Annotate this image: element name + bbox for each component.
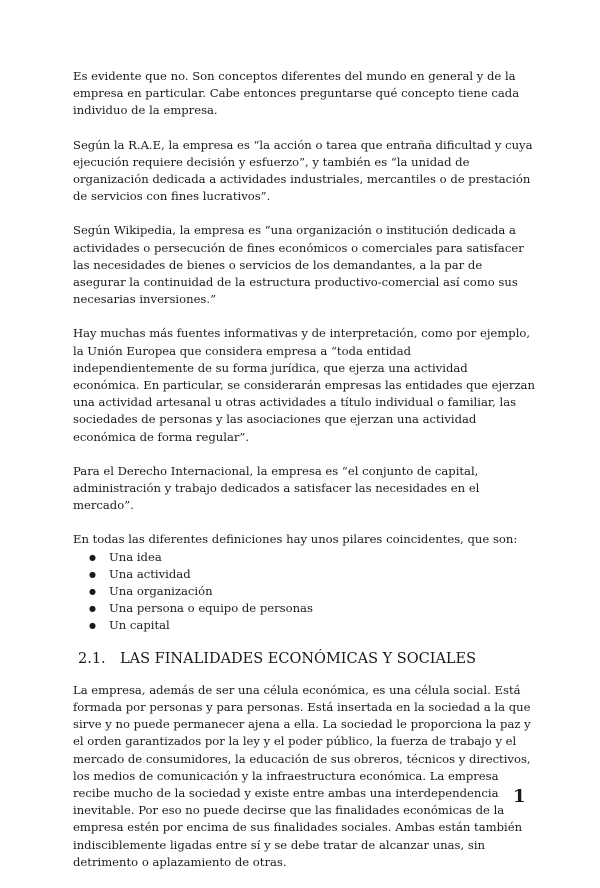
section-title: LAS FINALIDADES ECONÓMICAS Y SOCIALES: [120, 650, 477, 667]
document-page: [73, 68, 535, 888]
section-heading: [73, 649, 535, 669]
list-item: ● Una idea: [73, 549, 535, 566]
paragraph-section-body: La empresa, además de ser una célula económica, es una célula social. Está formada por personas y para personas. Está insertada en la sociedad a la que sirve y no puede permanecer ajena a ella. La sociedad le proporciona la paz y el orden garantizados por la ley y el poder público, la fuerza de trabajo y el mercado de consumidores, la educación de sus obreros, técnicos y directivos, los medios de comunicación y la infraestructura económica. La empresa recibe mucho de la sociedad y existe entre ambas una interdependencia inevitable. Por eso no puede decirse que las finalidades económicas de la empresa estén por encima de sus finalidades sociales. Ambas están también indisciblemente ligadas entre sí y se debe tratar de alcanzar unas, sin detrimento o aplazamiento de otras.: [73, 682, 531, 869]
page-number: 1: [513, 786, 526, 807]
paragraph-rae-definition: Según la R.A.E, la empresa es “la acción o tarea que entraña dificultad y cuya ejecución requiere decisión y esfuerzo”, y también es “la unidad de organización dedicada a actividades industriales, mercantiles o de prestación de servicios con fines lucrativos”.: [73, 137, 533, 204]
list-item: ● Una organización: [73, 583, 535, 600]
pillars-list: [73, 549, 535, 635]
paragraph-international-law-definition: Para el Derecho Internacional, la empresa es “el conjunto de capital, administración y trabajo dedicados a satisfacer las necesidades en el mercado”.: [73, 463, 480, 513]
section-number: 2.1.: [78, 650, 106, 667]
list-item: ● Una persona o equipo de personas: [73, 600, 535, 617]
paragraph-eu-definition: Hay muchas más fuentes informativas y de interpretación, como por ejemplo, la Unión Europea que considera empresa a “toda entidad independientemente de su forma jurídica, que ejerza una actividad económica. En particular, se considerarán empresas las entidades que ejerzan una actividad artesanal u otras actividades a título individual o familiar, las sociedades de personas y las asociaciones que ejerzan una actividad económica de forma regular”.: [73, 326, 535, 444]
list-item: ● Un capital: [73, 617, 535, 634]
pillars-intro: En todas las diferentes definiciones hay unos pilares coincidentes, que son:: [73, 532, 518, 547]
paragraph-wikipedia-definition: Según Wikipedia, la empresa es “una organización o institución dedicada a actividades o persecución de fines económicos o comerciales para satisfacer las necesidades de bienes o servicios de los demandantes, a la par de asegurar la continuidad de la estructura productivo-comercial así como sus necesarias inversiones.”: [73, 223, 524, 307]
list-item: ● Una actividad: [73, 566, 535, 583]
paragraph-intro: Es evidente que no. Son conceptos diferentes del mundo en general y de la empresa en particular. Cabe entonces preguntarse qué concepto tiene cada individuo de la empresa.: [73, 69, 520, 118]
